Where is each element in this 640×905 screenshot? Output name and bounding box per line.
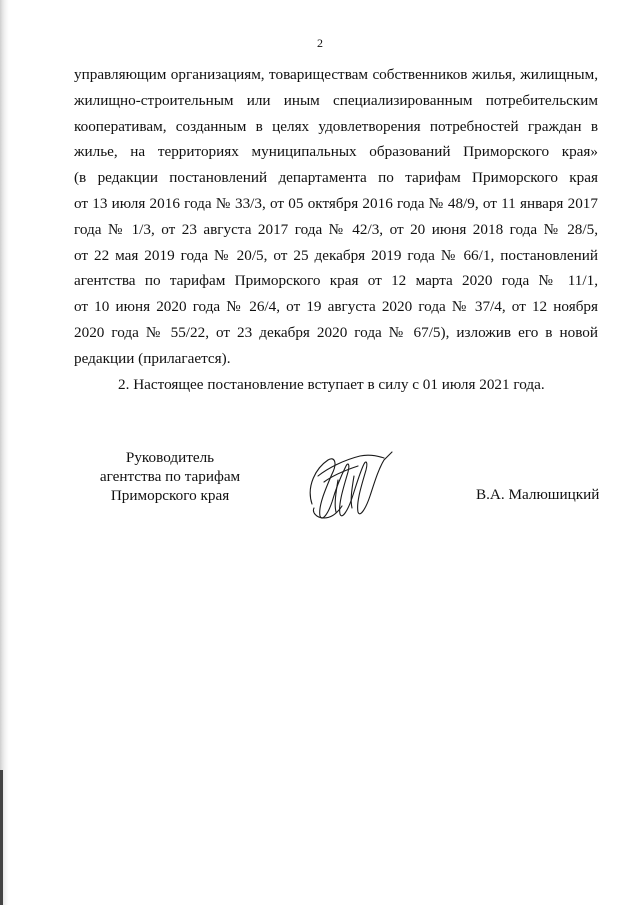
body-line: от 10 июня 2020 года № 26/4, от 19 августа 2020 года № 37/4, от 12 ноября [74,298,598,316]
page-number: 2 [317,36,323,50]
signatory-name: В.А. Малюшицкий [476,486,600,503]
body-line: редакции (прилагается). [74,349,231,367]
body-line: управляющим организациям, товариществам собственников жилья, жилищным, [74,66,598,83]
body-text [74,62,598,397]
signatory-position-line: Руководитель [125,449,215,466]
body-line: кооперативам, созданным в целях удовлетворения потребностей граждан в [74,117,598,135]
body-line: от 13 июля 2016 года № 33/3, от 05 октября 2016 года № 48/9, от 11 января 2017 [74,194,598,212]
signatory-position-line: агентства по тарифам [99,468,241,485]
body-line: жилье, на территориях муниципальных образований Приморского края» [74,143,598,161]
handwritten-signature-icon [298,446,398,530]
body-line: от 22 мая 2019 года № 20/5, от 25 декабря 2019 года № 66/1, постановлений [74,246,598,264]
body-line: (в редакции постановлений департамента по тарифам Приморского края [74,169,598,187]
clause-2: 2. Настоящее постановление вступает в силу с 01 июля 2021 года. [118,375,545,393]
signatory-position-line: Приморского края [110,487,230,504]
signatory-position [80,448,260,505]
body-line: агентства по тарифам Приморского края от 12 марта 2020 года № 11/1, [74,272,598,290]
body-line: года № 1/3, от 23 августа 2017 года № 42/3, от 20 июня 2018 года № 28/5, [74,220,598,238]
body-line: 2020 года № 55/22, от 23 декабря 2020 года № 67/5), изложив его в новой [74,323,598,341]
scan-edge-mark [0,770,3,905]
body-line: жилищно-строительным или иным специализированным потребительским [74,91,598,109]
